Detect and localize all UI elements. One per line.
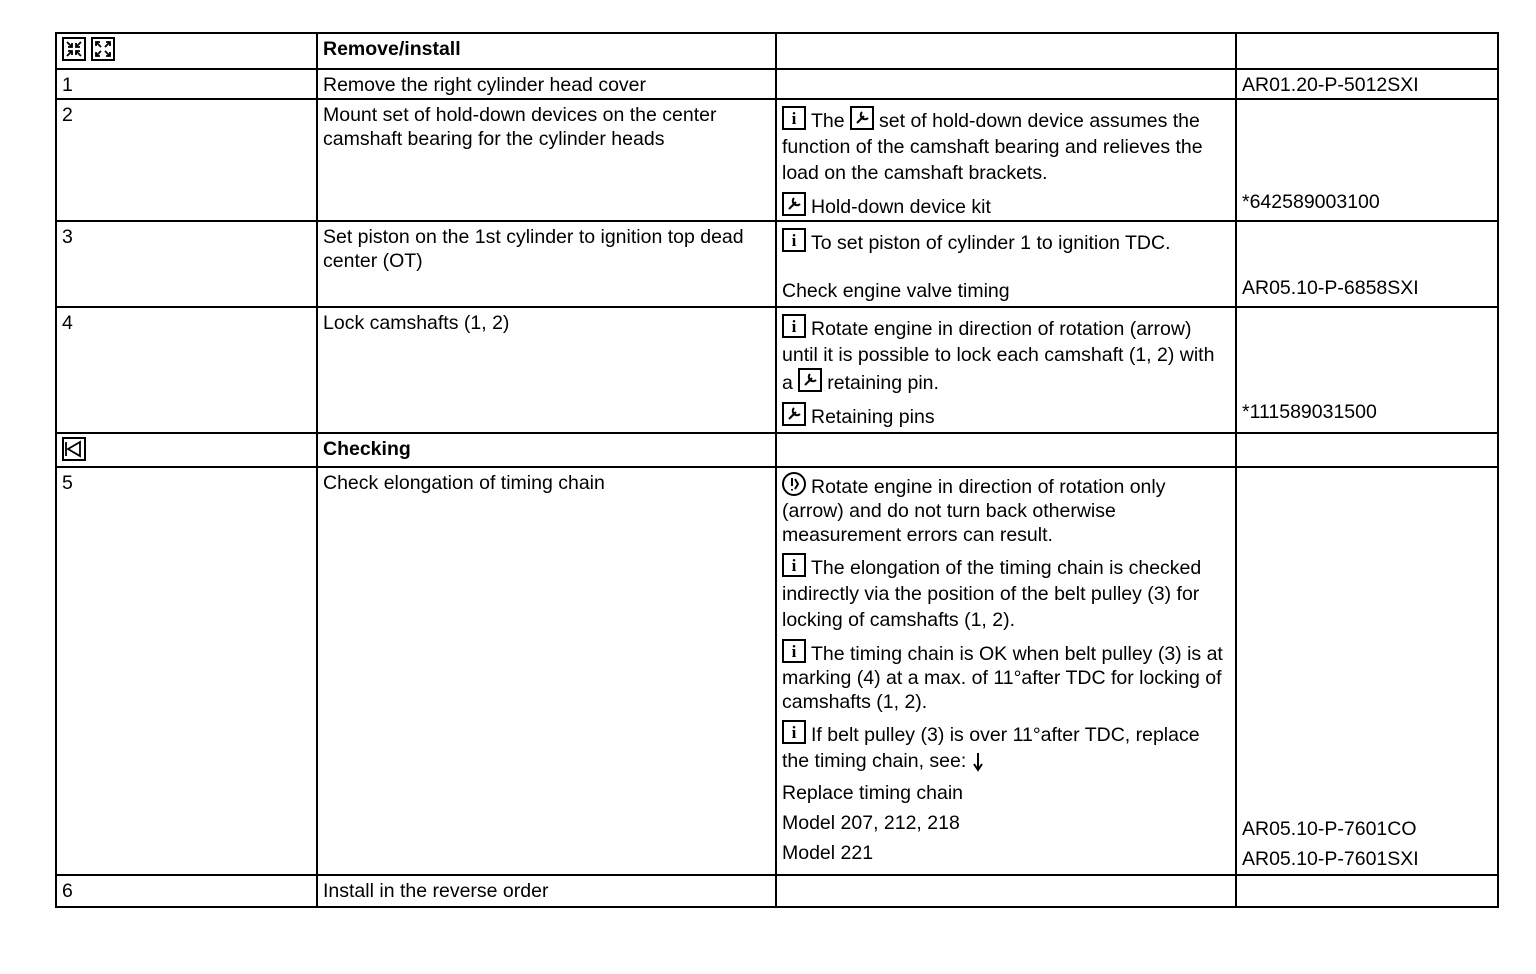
reference-link[interactable]: AR01.20-P-5012SXI (1236, 69, 1498, 99)
model-label: Model 221 (782, 842, 874, 864)
svg-text:i: i (791, 556, 797, 575)
section-title: Remove/install (317, 33, 776, 69)
section-header-remove-install (56, 33, 1498, 69)
install-icon (91, 37, 115, 61)
step-text: Install in the reverse order (317, 875, 776, 907)
step-text: Lock camshafts (1, 2) (317, 307, 776, 433)
caution-note: Rotate engine in direction of rotation only (arrow) and do not turn back otherwise measurement errors can result. (782, 472, 1230, 547)
svg-text:i: i (791, 723, 797, 742)
tool-line: Retaining pins (782, 402, 1230, 429)
model-label: Model 207, 212, 218 (782, 812, 960, 834)
table-row (56, 875, 1498, 907)
table-row (56, 467, 1498, 875)
section-title: Checking (317, 433, 776, 467)
reference-link[interactable]: AR05.10-P-7601CO (1242, 818, 1417, 840)
procedure-table (55, 32, 1499, 908)
info-note: i The set of hold-down device assumes the function of the camshaft bearing and relieves the load on the camshaft brackets. (782, 106, 1230, 186)
table-row (56, 99, 1498, 221)
tool-icon (850, 106, 874, 130)
reference-link[interactable]: AR05.10-P-7601SXI (1242, 848, 1419, 870)
svg-text:i: i (791, 109, 797, 128)
reference-link[interactable]: AR05.10-P-6858SXI (1242, 277, 1419, 299)
info-icon (782, 639, 806, 663)
check-line: Check engine valve timing (782, 280, 1010, 302)
tool-icon (798, 368, 822, 392)
step-number: 2 (56, 99, 317, 221)
arrow-down-icon (972, 751, 984, 773)
step-text: Mount set of hold-down devices on the center camshaft bearing for the cylinder heads (317, 99, 776, 221)
step-text: Set piston on the 1st cylinder to ignition top dead center (OT) (317, 221, 776, 307)
table-row (56, 69, 1498, 99)
info-note: i The timing chain is OK when belt pulley (3) is at marking (4) at a max. of 11°after TDC for locking of camshafts (1, 2). (782, 639, 1230, 714)
info-icon (782, 553, 806, 577)
info-icon (782, 314, 806, 338)
info-icon (782, 720, 806, 744)
info-note: i Rotate engine in direction of rotation (arrow) until it is possible to lock each camshaft (1, 2) with a retaining pin. (782, 314, 1230, 396)
tool-part-number[interactable]: *111589031500 (1242, 401, 1377, 423)
tool-line: Hold-down device kit (782, 192, 1230, 219)
info-note: i If belt pulley (3) is over 11°after TDC, replace the timing chain, see: (782, 720, 1230, 774)
step-text: Check elongation of timing chain (317, 467, 776, 875)
info-note: i To set piston of cylinder 1 to ignition TDC. (782, 228, 1230, 255)
info-icon (782, 106, 806, 130)
step-number: 6 (56, 875, 317, 907)
step-text: Remove the right cylinder head cover (317, 69, 776, 99)
table-row (56, 307, 1498, 433)
section-header-checking (56, 433, 1498, 467)
info-note: i The elongation of the timing chain is checked indirectly via the position of the belt pulley (3) for locking of camshafts (1, 2). (782, 553, 1230, 633)
caution-icon (782, 472, 806, 496)
step-number: 4 (56, 307, 317, 433)
step-number: 5 (56, 467, 317, 875)
replace-link[interactable]: Replace timing chain (782, 782, 964, 804)
remove-icon (62, 37, 86, 61)
svg-text:i: i (791, 231, 797, 250)
step-number: 1 (56, 69, 317, 99)
info-icon (782, 228, 806, 252)
svg-text:i: i (791, 642, 797, 661)
svg-text:i: i (791, 317, 797, 336)
step-number: 3 (56, 221, 317, 307)
tool-part-number[interactable]: *642589003100 (1242, 191, 1380, 213)
tool-icon (782, 192, 806, 216)
table-row (56, 221, 1498, 307)
checking-icon (62, 437, 86, 461)
tool-icon (782, 402, 806, 426)
